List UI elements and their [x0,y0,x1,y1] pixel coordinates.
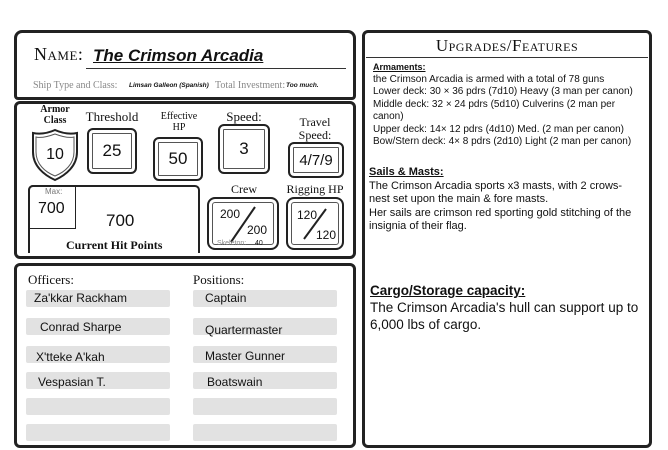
current-hp-label: Current Hit Points [66,238,163,252]
rigging-hp-label: Rigging HP [286,182,344,196]
upgrades-title: Upgrades/Features [435,36,579,55]
ship-type-value[interactable]: Limsan Galleon (Spanish) [129,82,209,89]
officer-name[interactable]: Vespasian T. [38,375,106,389]
officer-position[interactable]: Captain [205,291,247,305]
skeleton-value: 40 [255,240,263,247]
sails-line: nest set upon the main & fore masts. [369,193,549,205]
officer-name[interactable]: Conrad Sharpe [40,320,122,334]
travel-speed-box[interactable] [288,142,344,178]
officer-position[interactable]: Boatswain [207,375,263,389]
cargo-heading: Cargo/Storage capacity: [370,283,526,298]
armaments-line: Middle deck: 32 × 24 pdrs (5d10) Culverins (2 man per [373,98,616,110]
speed-value: 3 [239,139,249,158]
threshold-box[interactable] [87,128,137,174]
crew-label: Crew [231,182,257,196]
sails-heading: Sails & Masts: [369,166,444,178]
armor-class-label: Armor Class [40,104,70,126]
cargo-line: The Crimson Arcadia's hull can support up to [370,300,639,315]
upgrades-title-rule [366,57,648,58]
threshold-label: Threshold [85,109,139,124]
effective-hp-label: Effective HP [160,111,198,133]
ship-type-label: Ship Type and Class: [33,80,118,91]
position-row-bg [193,398,337,415]
travel-speed-value: 4/7/9 [299,151,333,169]
officers-label: Officers: [28,272,74,287]
armaments-line: Bow/Stern deck: 4× 8 pdrs (2d10) Light (2 man per canon) [373,136,632,147]
officer-position[interactable]: Master Gunner [205,349,286,363]
ship-name[interactable]: The Crimson Arcadia [93,46,264,65]
skeleton-label: Skeleton: [217,240,247,247]
armaments-line: Lower deck: 30 × 36 pdrs (7d10) Heavy (3 man per canon) [373,86,633,97]
sails-line: The Crimson Arcadia sports x3 masts, with 2 crows- [369,179,623,192]
sails-section[interactable] [369,166,649,234]
investment-value[interactable]: Too much. [286,82,319,89]
sails-line: insignia of their flag. [369,220,467,232]
crew-current: 200 [220,207,241,221]
cargo-line: 6,000 lbs of cargo. [370,317,482,332]
armaments-line: the Crimson Arcadia is armed with a total of 78 guns [373,73,605,85]
travel-speed-label: Travel Speed: [298,115,332,142]
officer-row-bg [26,398,170,415]
armaments-heading: Armaments: [373,62,426,72]
sails-line: Her sails are crimson red sporting gold stitching of the [369,206,632,219]
cargo-section[interactable] [370,282,650,333]
effective-hp-value: 50 [168,149,188,168]
officer-name[interactable]: X'tteke A'kah [36,350,105,364]
armor-class-value[interactable]: 10 [46,146,64,163]
max-hp-value: 700 [38,200,65,217]
armaments-line: canon) [373,111,404,122]
rigging-current: 120 [297,208,318,222]
effective-hp-box[interactable] [153,137,203,181]
speed-label: Speed: [226,109,262,124]
armaments-section[interactable] [373,61,647,149]
current-hp-value[interactable]: 700 [106,211,135,230]
rigging-max: 120 [316,228,337,242]
officer-position[interactable]: Quartermaster [205,323,283,337]
position-row-bg [193,424,337,441]
officer-row-bg [26,424,170,441]
investment-label: Total Investment: [215,80,286,91]
name-label: Name: [34,44,84,64]
positions-label: Positions: [193,272,245,287]
name-underline [86,68,346,69]
armaments-line: Upper deck: 14× 12 pdrs (4d10) Med. (2 man per canon) [373,123,624,135]
speed-box[interactable] [218,124,270,174]
threshold-value: 25 [102,141,122,160]
officer-name[interactable]: Za'kkar Rackham [34,291,127,305]
max-hp-label: Max: [45,187,63,196]
crew-max: 200 [247,223,268,237]
rigging-divider [286,197,344,250]
